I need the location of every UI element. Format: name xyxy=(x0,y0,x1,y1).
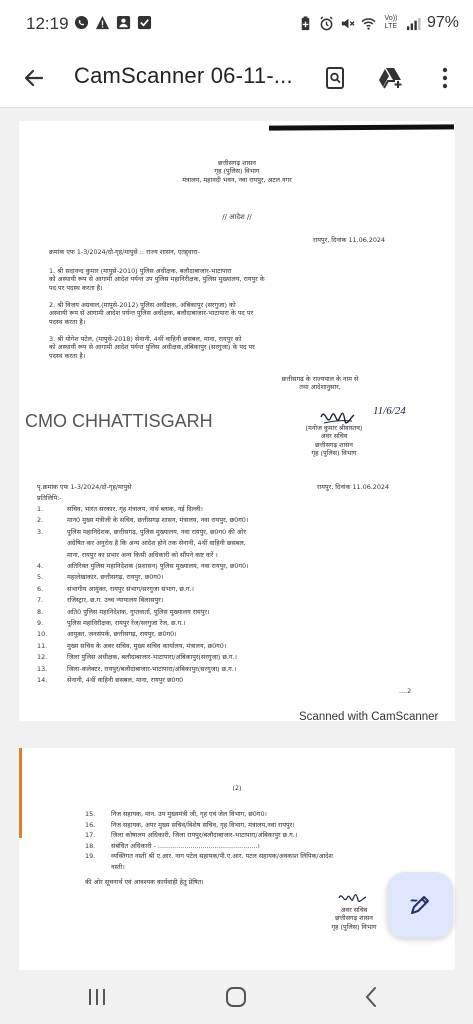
copy-list-number: 14. xyxy=(37,676,48,684)
document-viewer[interactable] xyxy=(0,108,473,970)
copy-list-item xyxy=(37,516,248,524)
copy-list-item xyxy=(37,653,237,661)
copy-list-text: रजिस्ट्रार, छ.ग. उच्च न्यायालय बिलासपुर। xyxy=(67,596,164,605)
copy-date: रायपुर, दिनांक 11.06.2024 xyxy=(317,483,390,491)
para3-line2: को अस्थायी रूप से आगामी आदेश पर्यन्त पुलिस अधीक्षक,अंबिकापुर (सरगुजा) के पद पर xyxy=(49,343,255,352)
back-button[interactable] xyxy=(16,60,52,96)
copy-list-number: 1. xyxy=(37,505,44,513)
battery-saver-icon xyxy=(298,16,313,31)
recents-icon xyxy=(87,988,107,1006)
copy-list-text: पुलिस महानिदेशक, छत्तीसगढ़, पुलिस मुख्यालय, नवा रायपुर, छ0ग0 की ओर xyxy=(67,527,246,536)
page2-list-item xyxy=(85,863,125,871)
signer-name: (मनोज कुमार श्रीवास्तव) xyxy=(305,424,363,432)
copy-list-number: 3. xyxy=(37,527,44,536)
signer-title3: गृह (पुलिस) विभाग xyxy=(311,448,357,457)
page2-list-number: 17. xyxy=(85,831,96,839)
forward-line: की ओर सूचनार्थ एवं आवश्यक कार्यवाही हेतु प्रेषित। xyxy=(85,878,204,886)
edit-pen-icon xyxy=(407,892,433,918)
gov-header xyxy=(19,159,455,184)
copy-list-text: सेनानी, 4थीं वाहिनी छसबल, माना, रायपुर छ0ग0 xyxy=(67,676,184,684)
back-arrow-icon xyxy=(22,66,46,90)
copy-list-item xyxy=(37,665,236,673)
signature-date: 11/6/24 xyxy=(373,405,406,417)
governor-line2: तथा आदेशानुसार, xyxy=(299,383,341,392)
page2-list-text: नस्ती। xyxy=(111,862,125,871)
header-line-1: छत्तीसगढ़ शासन xyxy=(218,159,256,167)
warning-icon xyxy=(95,15,110,30)
home-icon xyxy=(225,986,247,1008)
copy-list-item xyxy=(37,608,209,616)
system-nav-bar xyxy=(0,970,473,1024)
page2-list-text: व्यक्तिगत नस्ती श्री ए.आर. नाग पटेल सहायक/पी.ए.आर. पटल सहायक/अवकाश लिपिक/आदेश xyxy=(111,852,333,860)
copy-list-number: 8. xyxy=(37,607,44,616)
page-number: (2) xyxy=(232,784,242,792)
para3-line1: 3. श्री योगेश पटेल, (मापुसे-2018) सेनानी, 4थीं वाहिनी छसबल, माना, रायपुर को xyxy=(49,335,242,343)
signer-title2: छत्तीसगढ़ शासन xyxy=(315,440,353,449)
copy-list-text: महालेखाकार, छत्तीसगढ़, रायपुर, छ0ग0। xyxy=(67,573,164,582)
scan-edge-line xyxy=(269,124,454,130)
page2-list-item xyxy=(85,821,295,829)
document-page-1 xyxy=(19,121,455,721)
status-left-icons xyxy=(74,15,152,30)
drive-add-icon xyxy=(378,66,404,90)
copy-list-item xyxy=(37,676,183,684)
copy-list-number: 10. xyxy=(37,630,48,639)
copy-list-number: 7. xyxy=(37,596,44,605)
whatsapp-icon xyxy=(74,15,89,30)
user-badge-icon xyxy=(116,15,131,30)
signer2-title3: गृह (पुलिस) विभाग xyxy=(331,922,377,931)
home-button[interactable] xyxy=(221,982,251,1012)
order-heading: // आदेश // xyxy=(222,213,252,221)
alarm-icon xyxy=(319,16,334,31)
para1-line3: पद पर पदस्थ करता है। xyxy=(49,283,103,292)
page-continuation: ....2 xyxy=(399,687,412,695)
copy-list-text: संभागीय आयुक्त, रायपुर संभाग/सरगुजा संभाग, छ.ग.। xyxy=(67,584,194,593)
battery-percent: 97% xyxy=(426,14,459,31)
copy-list-text: मान0 मुख्य मंत्रीजी के सचिव, छत्तीसगढ़ शासन, मंत्रालय, नवा रायपुर, छ0ग0। xyxy=(67,516,249,525)
copy-list-text: जिला पुलिस अधीक्षक, बलौदाबाजार-भाटापारा/अंबिकापुर(सरगुजा) छ.ग.। xyxy=(67,653,237,662)
copy-list-text: अति0 पुलिस महानिदेशक, गुप्तवार्ता, पुलिस मुख्यालय रायपुर। xyxy=(67,607,210,616)
para2-line2: अस्थायी रूप से आगामी आदेश पर्यन्त पुलिस अधीक्षक, बलौदाबाजार-भाटापारा के पद पर xyxy=(49,309,254,318)
para1-line1: 1. श्री सदानन्द कुमार (मापुसे-2010) पुलिस अधीक्षक, बलौदाबाजार-भाटापारा xyxy=(49,267,232,275)
page2-list-item xyxy=(85,810,267,818)
signer-block xyxy=(269,424,399,457)
status-right xyxy=(298,14,459,32)
page2-list-text: निज सहायक, अपर मुख्य सचिव/विशेष सचिव, गृह विभाग, मंत्रालय,नवा रायपुर। xyxy=(111,820,295,829)
volte-label: Vo)) LTE xyxy=(384,15,398,30)
copy-reference: पृ.क्रमांक एफ 1-3/2024/दो-गृह/मापुसे xyxy=(37,483,132,491)
copy-list-item xyxy=(37,528,246,536)
page2-list-item xyxy=(85,831,297,839)
back-icon xyxy=(364,986,378,1008)
status-bar xyxy=(0,0,473,46)
scanned-with-watermark: Scanned with CamScanner xyxy=(299,711,439,721)
status-time: 12:19 xyxy=(26,14,69,33)
recents-button[interactable] xyxy=(82,982,112,1012)
paragraph-1 xyxy=(49,267,429,292)
add-to-drive-button[interactable] xyxy=(373,60,409,96)
page2-list-text: संबंधित अधिकारी - .................................................। xyxy=(111,841,260,850)
copy-list-item xyxy=(37,505,203,513)
header-line-3: मंत्रालय, महानदी भवन, नवा रायपुर, अटल नगर xyxy=(182,175,292,184)
search-document-icon xyxy=(323,66,347,90)
page2-list-number: 16. xyxy=(85,820,96,829)
page2-list-number: 19. xyxy=(85,852,96,860)
copy-list-text: सचिव, भारत सरकार, गृह मंत्रालय, नार्थ ब्लाक, नई दिल्ली। xyxy=(67,505,203,513)
copy-list-text: अतिरिक्त पुलिस महानिदेशक (प्रशासन) पुलिस मुख्यालय, नवा रायपुर, छ0ग0। xyxy=(67,562,249,570)
more-options-button[interactable] xyxy=(427,60,463,96)
page2-list-item xyxy=(85,852,333,860)
copy-list-text: आयुक्त, जनसंपर्क, छत्तीसगढ़, रायपुर, छ0ग0। xyxy=(67,630,177,639)
more-vert-icon xyxy=(442,67,448,89)
page2-list-number xyxy=(85,863,111,871)
copy-list-item xyxy=(37,551,218,559)
copy-list-number: 9. xyxy=(37,619,44,627)
copy-list-item xyxy=(37,596,163,604)
copy-list-number: 13. xyxy=(37,664,48,673)
copy-list-number: 4. xyxy=(37,562,44,570)
edit-fab-button[interactable] xyxy=(387,872,453,938)
document-page-2 xyxy=(19,748,455,970)
para3-line3: पदस्थ करता है। xyxy=(49,351,86,360)
copy-list-text: अग्रेषित कर अनुरोध है कि अन्य आदेश होने तक सेनानी, 4थीं वाहिनी छसबल, xyxy=(67,539,246,548)
checkbox-icon xyxy=(137,15,152,30)
copy-list-item xyxy=(37,562,248,570)
watermark-text: CMO CHHATTISGARH xyxy=(25,411,213,431)
signer2-title1: अवर सचिव xyxy=(340,906,368,914)
governor-line1: छत्तीसगढ़ के राज्यपाल के नाम से xyxy=(281,375,359,383)
page2-list-item xyxy=(85,842,260,850)
app-bar xyxy=(0,46,473,108)
page2-list-number: 15. xyxy=(85,810,96,818)
signer2-title2: छत्तीसगढ़ शासन xyxy=(335,914,373,923)
copy-list-number xyxy=(37,551,67,559)
paragraph-2 xyxy=(49,301,429,326)
copy-list-text: माना, रायपुर का प्रभार अन्य किसी अधिकारी को सौंपने कष्ट करें । xyxy=(67,550,218,559)
copy-label: प्रतिलिपि:- xyxy=(37,494,62,502)
wifi-icon xyxy=(361,16,376,31)
copy-list-text: मुख्य सचिव के अवर सचिव, मुख्य सचिव कार्यालय, मंत्रालय, छ0ग0। xyxy=(67,641,227,650)
order-date: रायपुर, दिनांक 11.06.2024 xyxy=(313,236,386,244)
document-title: CamScanner 06-11-... xyxy=(74,63,293,88)
paragraph-3 xyxy=(49,335,429,360)
copy-list-number: 11. xyxy=(37,641,48,650)
copy-list-item xyxy=(37,642,226,650)
search-in-document-button[interactable] xyxy=(317,60,353,96)
order-reference: क्रमांक एफ 1-3/2024/दो-गृह/मापुसे :: राज्य शासन, एतद्द्वारा- xyxy=(49,248,200,256)
copy-list-number: 6. xyxy=(37,584,44,593)
page2-list-text: जिला कोषालय अधिकारी, जिला रायपुर/बलौदाबाजार-भाटापारा/अंबिकापुर छ.ग.। xyxy=(111,831,298,839)
copy-list-item xyxy=(37,630,177,638)
copy-list-number xyxy=(37,539,67,547)
header-line-2: गृह (पुलिस) विभाग xyxy=(214,167,260,176)
page-edge-mark xyxy=(19,748,22,838)
para1-line2: को अस्थायी रूप से आगामी आदेश पर्यन्त उप पुलिस महानिरीक्षक, पुलिस मुख्यालय, रायपुर के xyxy=(49,275,265,284)
page2-list-text: निज सहायक, मान. उप मुख्यमंत्री जी, गृह एवं जेल विभाग, छ0ग0। xyxy=(111,810,267,818)
copy-list-item xyxy=(37,539,246,547)
copy-list-number: 5. xyxy=(37,573,44,582)
copy-list-number: 2. xyxy=(37,516,44,525)
signer-title1: अवर सचिव xyxy=(320,432,348,441)
governor-order-line xyxy=(241,375,399,392)
copy-list-text: जिला-कलेक्टर, रायपुर/बलौदाबाजार-भाटापारा/अंबिकापुर(सरगुजा) छ.ग.। xyxy=(67,664,237,673)
copy-list-item xyxy=(37,573,163,581)
copy-list-number: 12. xyxy=(37,653,48,662)
copy-list-text: पुलिस महानिरीक्षक, रायपुर रेंज/सरगुजा रेंज, छ.ग.। xyxy=(67,619,186,627)
nav-back-button[interactable] xyxy=(356,982,386,1012)
copy-list-item xyxy=(37,585,194,593)
page2-list-number: 18. xyxy=(85,841,96,850)
copy-list-item xyxy=(37,619,186,627)
para2-line1: 2. श्री विजय अग्रवाल,(मापुसे-2012) पुलिस अधीक्षक, अंबिकापुर (सरगुजा) को xyxy=(49,301,236,309)
para2-line3: पदस्थ करता है। xyxy=(49,317,86,326)
signal-icon xyxy=(406,16,421,31)
mute-icon xyxy=(340,16,355,31)
